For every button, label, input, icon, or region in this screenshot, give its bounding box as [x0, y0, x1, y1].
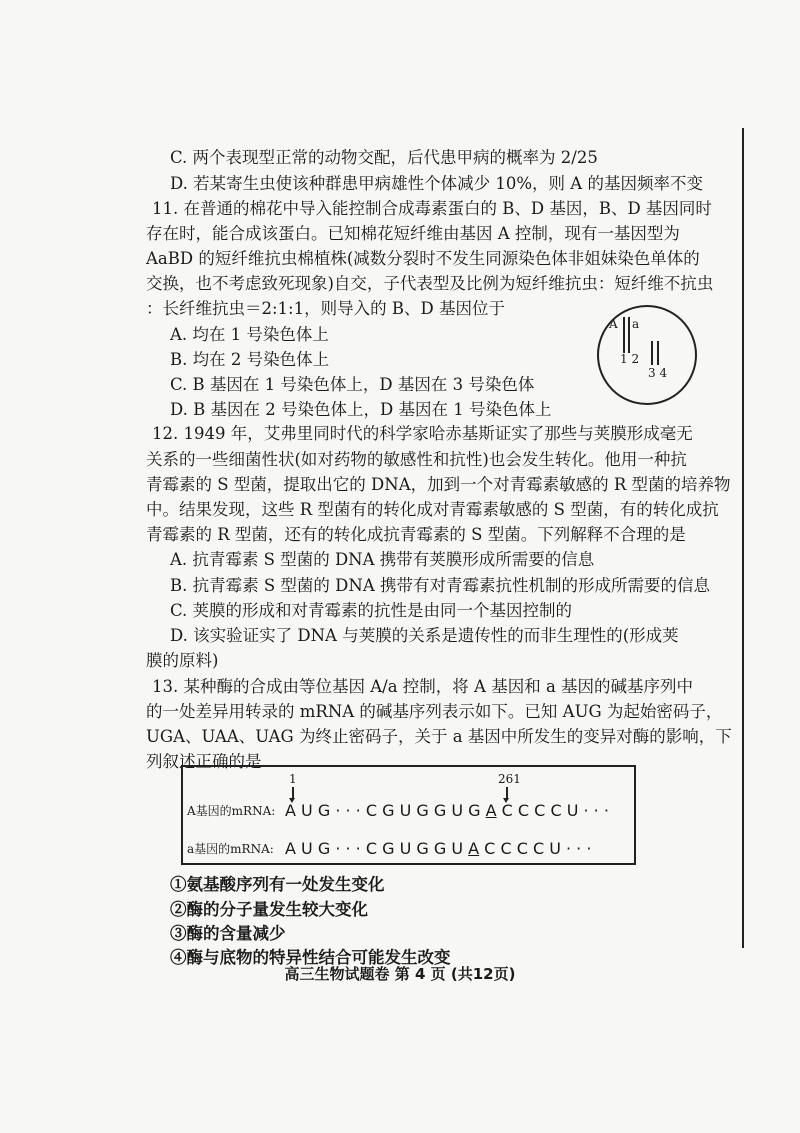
q13-statement-3: ③酶的含量减少 — [170, 924, 286, 943]
position-261-label: 261 — [498, 772, 521, 786]
q12-option-d: D. 该实验证实了 DNA 与荚膜的关系是遗传性的而非生理性的(形成荚 — [170, 626, 679, 645]
allele-a-upper-label: A — [609, 317, 618, 331]
chromosome-4 — [657, 341, 659, 365]
page-footer: 高三生物试题卷 第 4 页 (共12页) — [284, 965, 516, 983]
a-lower-mutation-base: A — [468, 839, 480, 858]
q11-option-a: A. 均在 1 号染色体上 — [170, 325, 329, 344]
q11-stem-line: 存在时，能合成该蛋白。已知棉花短纤维由基因 A 控制，现有一基因型为 — [146, 224, 680, 243]
q11-option-d: D. B 基因在 2 号染色体上，D 基因在 1 号染色体上 — [170, 400, 552, 419]
chromosome-3 — [651, 341, 653, 365]
q11-option-b: B. 均在 2 号染色体上 — [170, 350, 330, 369]
q13-stem-line: 列叙述正确的是 — [146, 752, 262, 771]
a-upper-mrna-sequence: A U G · · · C G U G G U G A C C C C U · · · — [285, 801, 609, 820]
q12-option-c: C. 荚膜的形成和对青霉素的抗性是由同一个基因控制的 — [170, 601, 573, 620]
q13-stem-line: UGA、UAA、UAG 为终止密码子，关于 a 基因中所发生的变异对酶的影响，下 — [146, 727, 732, 746]
position-1-label: 1 — [289, 772, 297, 786]
q11-stem-line: AaBD 的短纤维抗虫棉植株(减数分裂时不发生同源染色体非姐妹染色单体的 — [146, 249, 700, 268]
q11-stem-line: 11. 在普通的棉花中导入能控制合成毒素蛋白的 B、D 基因，B、D 基因同时 — [152, 199, 712, 218]
position-1-arrow — [292, 787, 294, 799]
q10-option-d: D. 若某寄生虫使该种群患甲病雄性个体减少 10%，则 A 的基因频率不变 — [170, 174, 703, 193]
q12-stem-line: 中。结果发现，这些 R 型菌有的转化成对青霉素敏感的 S 型菌，有的转化成抗 — [146, 500, 719, 519]
a-upper-mrna-label: A基因的mRNA: — [187, 804, 276, 818]
chromosome-2 — [628, 317, 630, 353]
q13-stem-line: 的一处差异用转录的 mRNA 的碱基序列表示如下。已知 AUG 为起始密码子， — [146, 702, 723, 721]
q13-statement-2: ②酶的分子量发生较大变化 — [170, 900, 368, 919]
a-upper-mutation-base: A — [485, 801, 497, 820]
a-lower-mrna-sequence: A U G · · · C G U G G U A C C C C U · · · — [285, 839, 592, 858]
q11-stem-line: 交换，也不考虑致死现象)自交，子代表型及比例为短纤维抗虫：短纤维不抗虫 — [146, 274, 714, 293]
q13-stem-line: 13. 某种酶的合成由等位基因 A/a 控制，将 A 基因和 a 基因的碱基序列中 — [152, 677, 694, 696]
q13-statement-1: ①氨基酸序列有一处发生变化 — [170, 875, 385, 894]
q12-option-d-continued: 膜的原料) — [146, 651, 219, 670]
q12-stem-line: 青霉素的 R 型菌，还有的转化成抗青霉素的 S 型菌。下列解释不合理的是 — [146, 525, 686, 544]
allele-a-lower-label: a — [632, 317, 640, 331]
q12-stem-line: 青霉素的 S 型菌，提取出它的 DNA，加到一个对青霉素敏感的 R 型菌的培养物 — [146, 475, 731, 494]
position-261-arrow — [506, 787, 508, 799]
q11-stem-line: ：长纤维抗虫＝2:1:1，则导入的 B、D 基因位于 — [146, 299, 505, 318]
q12-option-a: A. 抗青霉素 S 型菌的 DNA 携带有荚膜形成所需要的信息 — [170, 550, 595, 569]
q12-stem-line: 12. 1949 年，艾弗里同时代的科学家哈赤基斯证实了那些与荚膜形成毫无 — [152, 424, 693, 443]
q12-stem-line: 关系的一些细菌性状(如对药物的敏感性和抗性)也会发生转化。他用一种抗 — [146, 450, 687, 469]
chromosome-1 — [623, 317, 625, 353]
cell-chromosome-figure — [597, 305, 697, 405]
mrna-sequence-figure — [181, 765, 636, 865]
q11-option-c: C. B 基因在 1 号染色体上，D 基因在 3 号染色体 — [170, 375, 535, 394]
q12-option-b: B. 抗青霉素 S 型菌的 DNA 携带有对青霉素抗性机制的形成所需要的信息 — [170, 576, 710, 595]
chromosome-12-label: 1 2 — [620, 352, 640, 366]
a-lower-mrna-label: a基因的mRNA: — [187, 842, 274, 856]
q10-option-c: C. 两个表现型正常的动物交配，后代患甲病的概率为 2/25 — [170, 148, 598, 167]
chromosome-34-label: 3 4 — [648, 366, 668, 380]
q13-statement-4: ④酶与底物的特异性结合可能发生改变 — [170, 948, 451, 967]
page-right-border — [742, 128, 744, 948]
